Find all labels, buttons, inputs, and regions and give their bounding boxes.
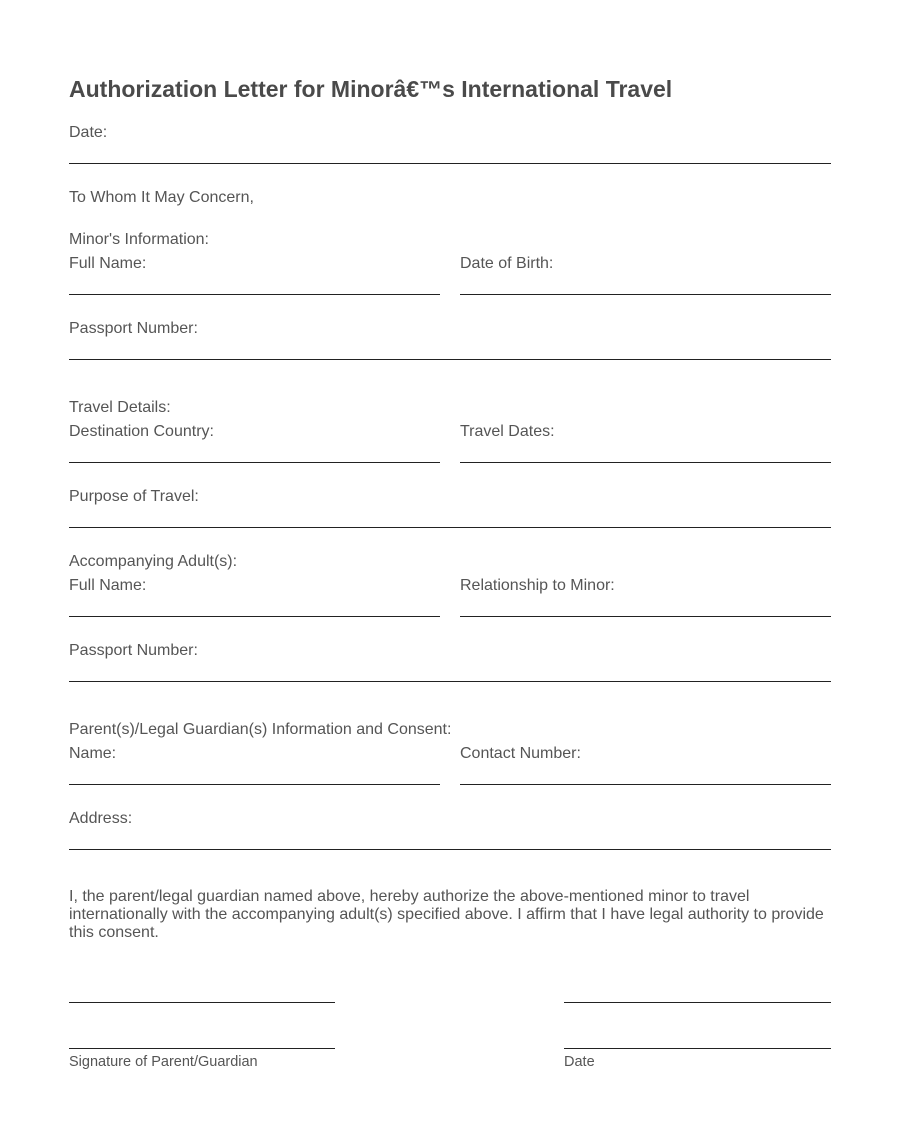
guardian-heading: Parent(s)/Legal Guardian(s) Information and Consent: xyxy=(69,721,452,738)
travel-dates-field[interactable] xyxy=(460,462,831,463)
guardian-name-field[interactable] xyxy=(69,784,440,785)
date-label: Date: xyxy=(69,124,108,141)
purpose-of-travel-label: Purpose of Travel: xyxy=(69,488,199,505)
adult-full-name-field[interactable] xyxy=(69,616,440,617)
minor-dob-field[interactable] xyxy=(460,294,831,295)
purpose-of-travel-field[interactable] xyxy=(69,527,831,528)
contact-number-label: Contact Number: xyxy=(460,745,581,762)
address-field[interactable] xyxy=(69,849,831,850)
page-title: Authorization Letter for Minorâ€™s International Travel xyxy=(69,76,673,102)
date-field[interactable] xyxy=(69,163,831,164)
accompanying-adults-heading: Accompanying Adult(s): xyxy=(69,553,238,570)
minor-dob-label: Date of Birth: xyxy=(460,255,554,272)
adult-full-name-label: Full Name: xyxy=(69,577,147,594)
signature-date-label: Date xyxy=(564,1054,595,1070)
salutation: To Whom It May Concern, xyxy=(69,189,254,206)
minor-info-heading: Minor's Information: xyxy=(69,231,209,248)
minor-passport-label: Passport Number: xyxy=(69,320,198,337)
signature-date-line[interactable] xyxy=(564,1048,831,1049)
date-line-top[interactable] xyxy=(564,1002,831,1003)
minor-full-name-field[interactable] xyxy=(69,294,440,295)
travel-details-heading: Travel Details: xyxy=(69,399,171,416)
consent-statement: I, the parent/legal guardian named above, hereby authorize the above-mentioned minor to travel internationally with the accompanying adult(s) specified above. I affirm that I have legal authority to provide this consent. xyxy=(69,888,824,941)
destination-country-field[interactable] xyxy=(69,462,440,463)
travel-dates-label: Travel Dates: xyxy=(460,423,555,440)
signature-line-top[interactable] xyxy=(69,1002,335,1003)
adult-passport-label: Passport Number: xyxy=(69,642,198,659)
signature-line[interactable] xyxy=(69,1048,335,1049)
guardian-name-label: Name: xyxy=(69,745,117,762)
relationship-label: Relationship to Minor: xyxy=(460,577,615,594)
address-label: Address: xyxy=(69,810,133,827)
contact-number-field[interactable] xyxy=(460,784,831,785)
minor-passport-field[interactable] xyxy=(69,359,831,360)
relationship-field[interactable] xyxy=(460,616,831,617)
minor-full-name-label: Full Name: xyxy=(69,255,147,272)
adult-passport-field[interactable] xyxy=(69,681,831,682)
destination-country-label: Destination Country: xyxy=(69,423,214,440)
signature-label: Signature of Parent/Guardian xyxy=(69,1054,258,1070)
